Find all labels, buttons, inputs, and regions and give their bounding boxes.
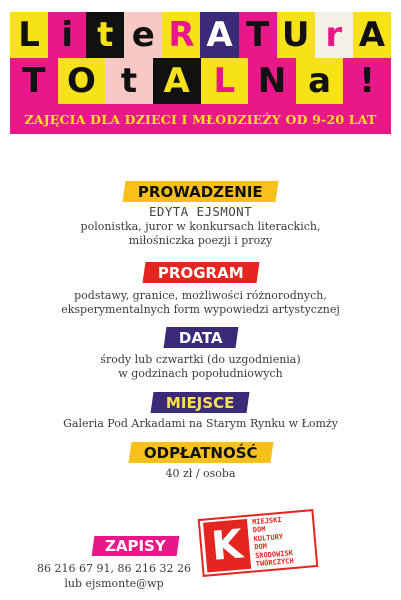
miejsce-line-1: Galeria Pod Arkadami na Starym Rynku w Łomży	[63, 417, 338, 430]
title-letter-tile: A	[153, 58, 201, 104]
instructor-name: EDYTA EJSMONT	[148, 204, 253, 219]
section-data	[0, 327, 401, 381]
section-label-data: DATA	[163, 327, 238, 348]
section-prowadzenie	[0, 181, 401, 248]
title-letter-tile: T	[10, 58, 58, 104]
title-letter-tile: R	[162, 12, 200, 58]
title-letter-tile: A	[200, 12, 238, 58]
title-letter-tile: t	[105, 58, 153, 104]
contact-email: lub ejsmonte@wp	[64, 577, 164, 590]
title-row-totalna	[10, 58, 391, 104]
zapisy-label: ZAPISY	[92, 536, 180, 556]
section-odplatnosc	[0, 442, 401, 481]
section-label-miejsce: MIEJSCE	[151, 392, 250, 413]
title-letter-tile: i	[48, 12, 86, 58]
title-letter-tile: L	[10, 12, 48, 58]
title-letter-tile: O	[58, 58, 106, 104]
section-program	[0, 262, 401, 317]
section-miejsce	[0, 392, 401, 431]
title-letter-tile: r	[315, 12, 353, 58]
contact-phones: 86 216 67 91, 86 216 32 26	[37, 562, 191, 575]
title-letter-tile: U	[277, 12, 315, 58]
data-line-2: w godzinach popołudniowych	[118, 367, 283, 380]
title-letter-tile: T	[239, 12, 277, 58]
section-label-prowadzenie: PROWADZENIE	[123, 181, 279, 202]
title-letter-tile: L	[201, 58, 249, 104]
instructor-desc-line-1: polonistka, juror w konkursach literackich,	[80, 220, 321, 233]
title-letter-tile: t	[86, 12, 124, 58]
title-letter-tile: a	[296, 58, 344, 104]
title-letter-tile: A	[353, 12, 391, 58]
section-label-program: PROGRAM	[142, 262, 259, 283]
instructor-desc-line-2: miłośniczka poezji i prozy	[128, 234, 273, 247]
logo-text: MIEJSKI DOM KULTURY DOM ŚRODOWISK TWÓRCZYCH	[251, 515, 294, 569]
data-line-1: środy lub czwartki (do uzgodnienia)	[100, 353, 301, 366]
odplatnosc-line-1: 40 zł / osoba	[165, 467, 236, 480]
mdk-logo	[198, 509, 319, 577]
title-letter-tile: !	[343, 58, 391, 104]
title-row-literatura	[10, 12, 391, 58]
logo-k-mark: K	[203, 519, 251, 573]
title-letter-tile: e	[124, 12, 162, 58]
section-label-odplatnosc: ODPŁATNOŚĆ	[128, 442, 273, 463]
title-letter-tile: N	[248, 58, 296, 104]
poster-title	[10, 12, 391, 134]
program-line-1: podstawy, granice, możliwości różnorodnych,	[74, 289, 327, 302]
age-banner: ZAJĘCIA DLA DZIECI I MŁODZIEŻY OD 9-20 LAT	[10, 104, 391, 134]
program-line-2: eksperymentalnych form wypowiedzi artystycznej	[61, 303, 340, 316]
